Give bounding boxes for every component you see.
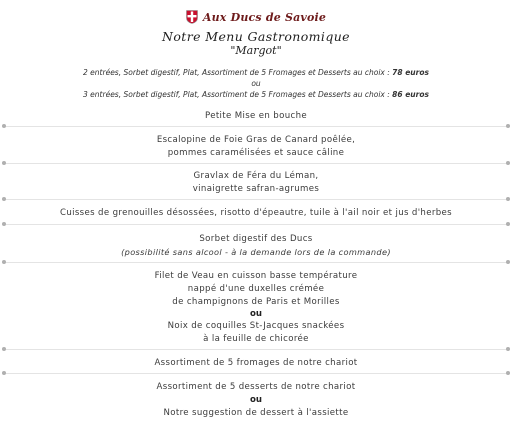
course-sorbet: Sorbet digestif des Ducs [199, 234, 313, 244]
course-fromages: Assortiment de 5 fromages de notre chariot [154, 358, 358, 368]
course-foie-gras-detail: pommes caramélisées et sauce câline [167, 148, 345, 158]
brand-name: Aux Ducs de Savoie [202, 10, 327, 24]
course-gravlax-detail: vinaigrette safran-agrumes [192, 184, 320, 194]
price-line-2-entrees: 2 entrées, Sorbet digestif, Plat, Assortiment de 5 Fromages et Desserts au choix : 78 euros [83, 68, 429, 77]
brand-header [0, 9, 512, 25]
course-veau: Filet de Veau en cuisson basse température [154, 271, 358, 281]
course-foie-gras: Escalopine de Foie Gras de Canard poêlée, [156, 135, 356, 145]
divider [2, 126, 510, 127]
price-line-3-entrees: 3 entrées, Sorbet digestif, Plat, Assortiment de 5 Fromages et Desserts au choix : 86 euros [83, 90, 429, 99]
or-separator: ou [249, 309, 263, 319]
divider [2, 199, 510, 200]
divider [2, 262, 510, 263]
divider [2, 349, 510, 350]
menu-subtitle: "Margot" [230, 44, 282, 57]
course-veau-detail-2: de champignons de Paris et Morilles [172, 297, 340, 307]
course-grenouilles: Cuisses de grenouilles désossées, risotto d'épeautre, tuile à l'ail noir et jus d'herbes [59, 208, 453, 218]
divider [2, 163, 510, 164]
course-dessert-assiette: Notre suggestion de dessert à l'assiette [163, 408, 349, 418]
price-or: ou [251, 79, 261, 88]
or-separator: ou [249, 395, 263, 405]
price-amount: 86 euros [392, 90, 429, 99]
menu-title: Notre Menu Gastronomique [162, 29, 350, 44]
course-veau-detail-1: nappé d'une duxelles crémée [187, 284, 325, 294]
course-sorbet-note: (possibilité sans alcool - à la demande lors de la commande) [121, 247, 391, 257]
course-st-jacques: Noix de coquilles St-Jacques snackées [167, 321, 345, 331]
course-gravlax: Gravlax de Féra du Léman, [193, 171, 319, 181]
course-amuse-bouche: Petite Mise en bouche [204, 111, 308, 121]
divider [2, 373, 510, 374]
divider [2, 224, 510, 225]
savoie-flag-icon [186, 10, 198, 24]
course-st-jacques-detail: à la feuille de chicorée [203, 334, 309, 344]
price-amount: 78 euros [392, 68, 429, 77]
course-desserts: Assortiment de 5 desserts de notre chariot [156, 382, 356, 392]
